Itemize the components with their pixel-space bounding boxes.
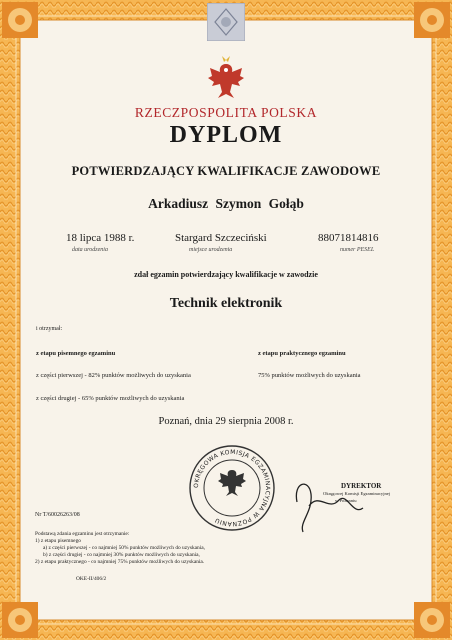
seal-text: OKRĘGOWA KOMISJA EGZAMINACYJNA W POZNANIU bbox=[192, 448, 272, 528]
polish-eagle-icon bbox=[204, 52, 248, 102]
stamp-line2: Okręgowej Komisji Egzaminacyjnej bbox=[323, 491, 391, 496]
written-part2-result: z części drugiej - 65% punktów możliwych do uzyskania bbox=[36, 395, 185, 402]
holder-name: Arkadiusz Szymon Gołąb bbox=[148, 196, 304, 211]
birth-date-label: data urodzenia bbox=[72, 247, 108, 253]
basis-item-1a: a) z części pierwszej - co najmniej 50% punktów możliwych do uzyskania, bbox=[43, 545, 205, 551]
pesel-number: 88071814816 bbox=[318, 232, 379, 244]
diploma-content bbox=[24, 24, 428, 616]
birth-place-label: miejsce urodzenia bbox=[189, 247, 233, 253]
diploma-number: Nr T/60026263/08 bbox=[35, 512, 80, 518]
form-code: OKE-II/406/2 bbox=[76, 576, 107, 582]
basis-title: Podstawą zdania egzaminu jest otrzymanie: bbox=[35, 531, 130, 537]
exam-statement: zdał egzamin potwierdzający kwalifikacje w zawodzie bbox=[134, 270, 318, 279]
official-seal-icon bbox=[188, 444, 276, 532]
basis-item-1b: b) z części drugiej - co najmniej 30% punktów możliwych do uzyskania, bbox=[43, 552, 200, 558]
document-title: DYPLOM bbox=[169, 122, 283, 148]
document-subtitle: POTWIERDZAJĄCY KWALIFIKACJE ZAWODOWE bbox=[71, 164, 381, 178]
birth-place: Stargard Szczeciński bbox=[175, 232, 267, 244]
basis-item-2: 2) z etapu praktycznego - co najmniej 75% punktów możliwych do uzyskania. bbox=[35, 559, 205, 565]
practical-heading: z etapu praktycznego egzaminu bbox=[258, 350, 346, 357]
profession-name: Technik elektronik bbox=[169, 296, 283, 311]
received-label: i otrzymał: bbox=[36, 326, 63, 332]
stamp-line1: DYREKTOR bbox=[341, 482, 382, 490]
stamp-line3: w Poznaniu bbox=[335, 498, 357, 503]
place-and-date: Poznań, dnia 29 sierpnia 2008 r. bbox=[158, 416, 294, 427]
written-heading: z etapu pisemnego egzaminu bbox=[36, 350, 116, 357]
birth-date: 18 lipca 1988 r. bbox=[66, 232, 135, 244]
practical-result: 75% punktów możliwych do uzyskania bbox=[258, 372, 361, 379]
basis-item-1: 1) z etapu pisemnego bbox=[35, 538, 81, 544]
country-name: RZECZPOSPOLITA POLSKA bbox=[134, 105, 318, 120]
pesel-label: numer PESEL bbox=[340, 247, 375, 253]
director-signature bbox=[289, 472, 409, 542]
written-part1-result: z części pierwszej - 82% punktów możliwych do uzyskania bbox=[36, 372, 191, 379]
